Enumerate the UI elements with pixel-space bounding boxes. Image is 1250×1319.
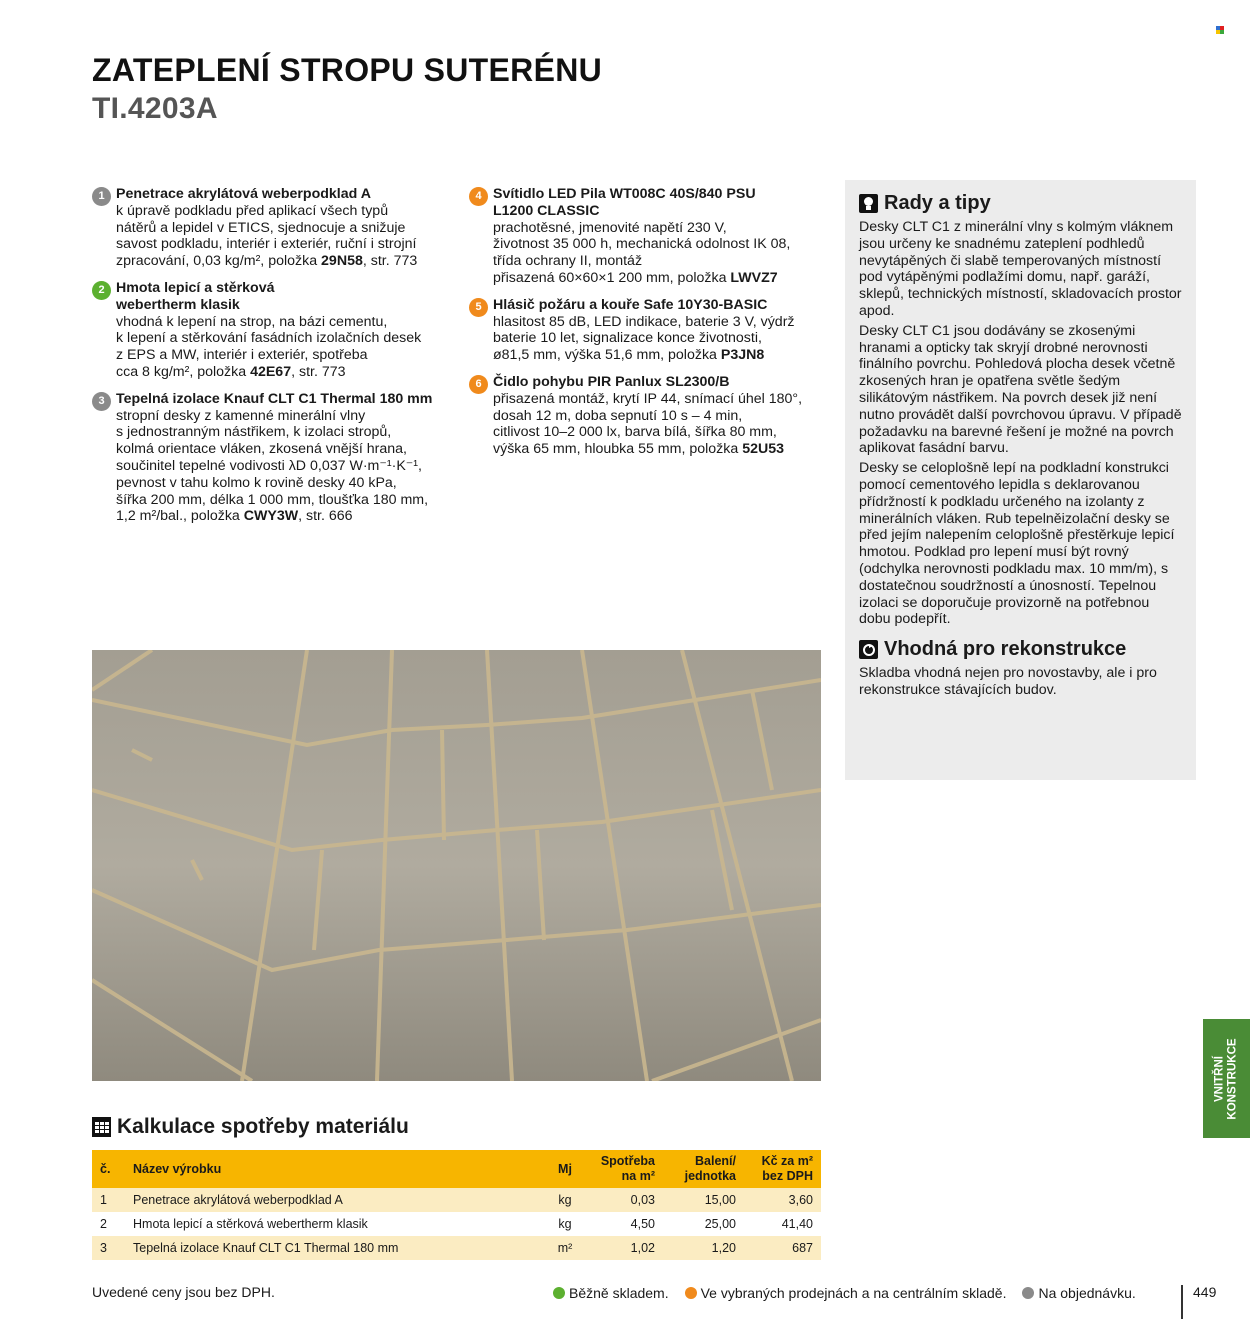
table-cell: 41,40 xyxy=(744,1212,821,1236)
col-header: Kč za m² bez DPH xyxy=(744,1150,821,1188)
table-row xyxy=(92,1212,821,1236)
item-page-ref: , str. 666 xyxy=(298,508,353,525)
item-description: prachotěsné, jmenovité napětí 230 V, životnost 35 000 h, mechanická odolnost IK 08, třída ochrany II, montáž přisazená 60×60×1 200 mm, položka xyxy=(493,219,791,286)
renovation-text: Skladba vhodná nejen pro novostavby, ale i pro rekonstrukce stávajících budov. xyxy=(859,665,1157,698)
ceiling-insulation-photo xyxy=(92,650,821,1081)
list-item xyxy=(469,186,829,287)
page-number: 449 xyxy=(1193,1284,1217,1300)
table-cell: 687 xyxy=(744,1236,821,1260)
item-code: CWY3W xyxy=(243,508,299,525)
in-stock-dot-icon xyxy=(553,1287,565,1299)
item-description: stropní desky z kamenné minerální vlny s jednostranným nástřikem, k izolaci stropů, kolmá orientace vláken, zkosená vnější hrana, součinitel tepelné vodivosti λD 0,037 W·m⁻¹·K⁻¹, pevnost v tahu kolmo k rovině desky 40 kPa, šířka 200 mm, délka 1 000 mm, tloušťka 180 mm, 1,2 m²/bal., položka xyxy=(116,407,429,525)
item-description: hlasitost 85 dB, LED indikace, baterie 3 V, výdrž baterie 10 let, signalizace konce životnosti, ø81,5 mm, výška 51,6 mm, položka xyxy=(493,313,795,364)
table-cell: 2 xyxy=(92,1212,125,1236)
item-code: 42E67 xyxy=(250,363,292,380)
table-cell: 0,03 xyxy=(585,1188,663,1212)
table-cell: 4,50 xyxy=(585,1212,663,1236)
list-item xyxy=(92,280,452,381)
col-header: Název výrobku xyxy=(125,1150,545,1188)
col-header: Balení/ jednotka xyxy=(663,1150,744,1188)
page-code: TI.4203A xyxy=(92,92,218,125)
item-title: Čidlo pohybu PIR Panlux SL2300/B xyxy=(493,373,730,390)
table-cell: kg xyxy=(545,1212,585,1236)
list-item xyxy=(92,186,452,270)
item-description: k úpravě podkladu před aplikací všech typů nátěrů a lepidel v ETICS, sjednocuje a snižuje savost podkladu, interiér i exteriér, ruční i strojní zpracování, 0,03 kg/m², položka xyxy=(116,202,417,270)
item-title: Hmota lepicí a stěrková webertherm klasik xyxy=(116,279,275,313)
tips-paragraph: Desky CLT C1 jsou dodávány se zkosenými hranami a opticky tak skryjí drobné nerovnosti finálního povrchu. Pohledová plocha desek včetně zkosených hran je opatřena světle šedým silikátovým nástřikem. Na povrch desek již není nutno provádět další povrchovou úpravu. V případě požadavku na barevné řešení je možné na povrch aplikovat fasádní barvu. xyxy=(859,322,1182,457)
table-cell: Hmota lepicí a stěrková webertherm klasik xyxy=(125,1212,545,1236)
item-description: přisazená montáž, krytí IP 44, snímací úhel 180°, dosah 12 m, doba sepnutí 10 s – 4 min, citlivost 10–2 000 lx, barva bílá, šířka 80 mm, výška 65 mm, hloubka 55 mm, položka xyxy=(493,390,803,458)
item-title: Svítidlo LED Pila WT008C 40S/840 PSU L1200 CLASSIC xyxy=(493,186,756,219)
table-row xyxy=(92,1236,821,1260)
item-page-ref: , str. 773 xyxy=(291,363,346,380)
availability-legend xyxy=(553,1285,1136,1301)
table-row xyxy=(92,1188,821,1212)
col-header: Spotřeba na m² xyxy=(585,1150,663,1188)
item-title: Penetrace akrylátová weberpodklad A xyxy=(116,186,371,202)
item-code: 52U53 xyxy=(742,441,784,458)
table-cell: 1 xyxy=(92,1188,125,1212)
table-cell: m² xyxy=(545,1236,585,1260)
tips-paragraph: Desky se celoplošně lepí na podkladní konstrukci pomocí cementového lepidla s deklarovanou přídržností k podkladu určeného na izolanty z minerálních vláken. Rub tepelněizolační desky se před jejím nalepením celoplošně přestěrkuje lepicí hmotou. Podklad pro lepení musí být rovný (odchylka nerovnosti podkladu max. 10 mm/m), s dostatečnou soudržností a únosností. Tepelnou izolaci se doporučuje provizorně na potřebnou dobu podepřít. xyxy=(859,460,1175,628)
material-table xyxy=(92,1150,821,1260)
list-item xyxy=(469,297,829,364)
product-list-left xyxy=(92,186,452,535)
list-item xyxy=(469,374,829,458)
item-number-badge: 2 xyxy=(92,281,111,300)
item-description: vhodná k lepení na strop, na bázi cementu, k lepení a stěrkování fasádních izolačních desek z EPS a MW, interiér i exteriér, spotřeba cca 8 kg/m², položka xyxy=(116,313,422,380)
product-list-right xyxy=(469,186,829,468)
lightbulb-icon xyxy=(859,194,878,213)
table-cell: 25,00 xyxy=(663,1212,744,1236)
table-cell: 3 xyxy=(92,1236,125,1260)
item-page-ref: , str. 773 xyxy=(362,253,418,270)
table-cell: Penetrace akrylátová weberpodklad A xyxy=(125,1188,545,1212)
item-number-badge: 4 xyxy=(469,187,488,206)
table-cell: 1,02 xyxy=(585,1236,663,1260)
legend-label: Ve vybraných prodejnách a na centrálním skladě. xyxy=(700,1285,1007,1301)
table-header-row xyxy=(92,1150,821,1188)
on-order-dot-icon xyxy=(1022,1287,1034,1299)
tips-paragraph: Desky CLT C1 z minerální vlny s kolmým vláknem jsou určeny ke snadnému zateplení podhledů nevytápěných či slabě temperovaných místností pod vytápěnými podlažími domu, např. garáží, sklepů, technických místností, skladovacích prostor apod. xyxy=(859,219,1182,319)
page-title: ZATEPLENÍ STROPU SUTERÉNU xyxy=(92,52,603,88)
renovation-heading: Vhodná pro rekonstrukce xyxy=(884,638,1127,661)
price-note: Uvedené ceny jsou bez DPH. xyxy=(92,1284,275,1300)
item-number-badge: 3 xyxy=(92,392,111,411)
col-header: Mj xyxy=(545,1150,585,1188)
legend-label: Na objednávku. xyxy=(1038,1285,1136,1301)
item-code: P3JN8 xyxy=(720,347,765,364)
table-cell: 15,00 xyxy=(663,1188,744,1212)
section-tab-line2: KONSTRUKCE xyxy=(1226,1037,1239,1120)
list-item xyxy=(92,391,452,525)
item-title: Tepelná izolace Knauf CLT C1 Thermal 180 mm xyxy=(116,390,433,407)
brand-mark-icon xyxy=(1216,26,1226,34)
item-code: LWVZ7 xyxy=(730,269,778,286)
item-title: Hlásič požáru a kouře Safe 10Y30-BASIC xyxy=(493,296,768,313)
legend-label: Běžně skladem. xyxy=(569,1285,669,1301)
calc-heading: Kalkulace spotřeby materiálu xyxy=(117,1115,409,1138)
page-divider xyxy=(1181,1285,1183,1319)
renovation-icon xyxy=(859,640,878,659)
col-header: č. xyxy=(92,1150,125,1188)
tips-panel xyxy=(845,180,1196,780)
item-number-badge: 5 xyxy=(469,298,488,317)
selected-stores-dot-icon xyxy=(685,1287,697,1299)
item-number-badge: 6 xyxy=(469,375,488,394)
tips-heading: Rady a tipy xyxy=(884,192,991,214)
table-cell: kg xyxy=(545,1188,585,1212)
item-code: 29N58 xyxy=(321,253,363,270)
section-tab-line1: VNITŘNÍ xyxy=(1213,1055,1226,1102)
calculator-icon xyxy=(92,1117,111,1137)
item-number-badge: 1 xyxy=(92,187,111,206)
table-cell: 3,60 xyxy=(744,1188,821,1212)
table-cell: 1,20 xyxy=(663,1236,744,1260)
table-cell: Tepelná izolace Knauf CLT C1 Thermal 180 mm xyxy=(125,1236,545,1260)
section-tab[interactable] xyxy=(1203,1019,1250,1138)
